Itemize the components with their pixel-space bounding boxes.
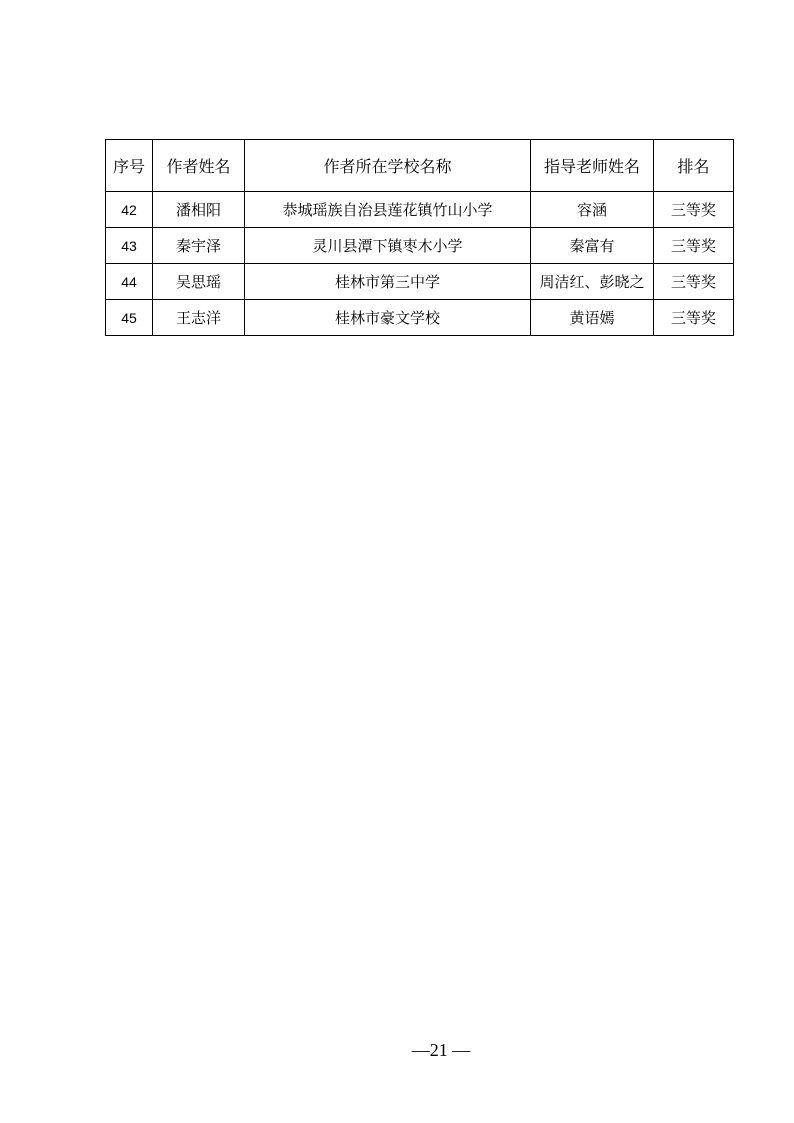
row-teacher: 秦富有 <box>531 228 654 264</box>
row-index: 42 <box>106 192 153 228</box>
row-teacher: 周洁红、彭晓之 <box>531 264 654 300</box>
row-school: 灵川县潭下镇枣木小学 <box>245 228 531 264</box>
header-school-name: 作者所在学校名称 <box>245 140 531 192</box>
row-author: 吴思瑶 <box>153 264 245 300</box>
row-rank: 三等奖 <box>654 300 734 336</box>
row-rank: 三等奖 <box>654 264 734 300</box>
row-author: 秦宇泽 <box>153 228 245 264</box>
row-rank: 三等奖 <box>654 192 734 228</box>
row-rank: 三等奖 <box>654 228 734 264</box>
table-header-row <box>106 140 734 192</box>
table-row <box>106 300 734 336</box>
page-number: —21 — <box>411 1040 471 1060</box>
header-teacher-name: 指导老师姓名 <box>531 140 654 192</box>
row-teacher: 黄语嫣 <box>531 300 654 336</box>
table-row <box>106 192 734 228</box>
row-author: 潘相阳 <box>153 192 245 228</box>
header-rank: 排名 <box>654 140 734 192</box>
row-teacher: 容涵 <box>531 192 654 228</box>
award-table <box>105 139 734 336</box>
row-index: 43 <box>106 228 153 264</box>
row-school: 恭城瑶族自治县莲花镇竹山小学 <box>245 192 531 228</box>
header-index: 序号 <box>106 140 153 192</box>
table-row <box>106 228 734 264</box>
table-row <box>106 264 734 300</box>
row-school: 桂林市第三中学 <box>245 264 531 300</box>
row-school: 桂林市豪文学校 <box>245 300 531 336</box>
row-author: 王志洋 <box>153 300 245 336</box>
header-author-name: 作者姓名 <box>153 140 245 192</box>
row-index: 44 <box>106 264 153 300</box>
row-index: 45 <box>106 300 153 336</box>
